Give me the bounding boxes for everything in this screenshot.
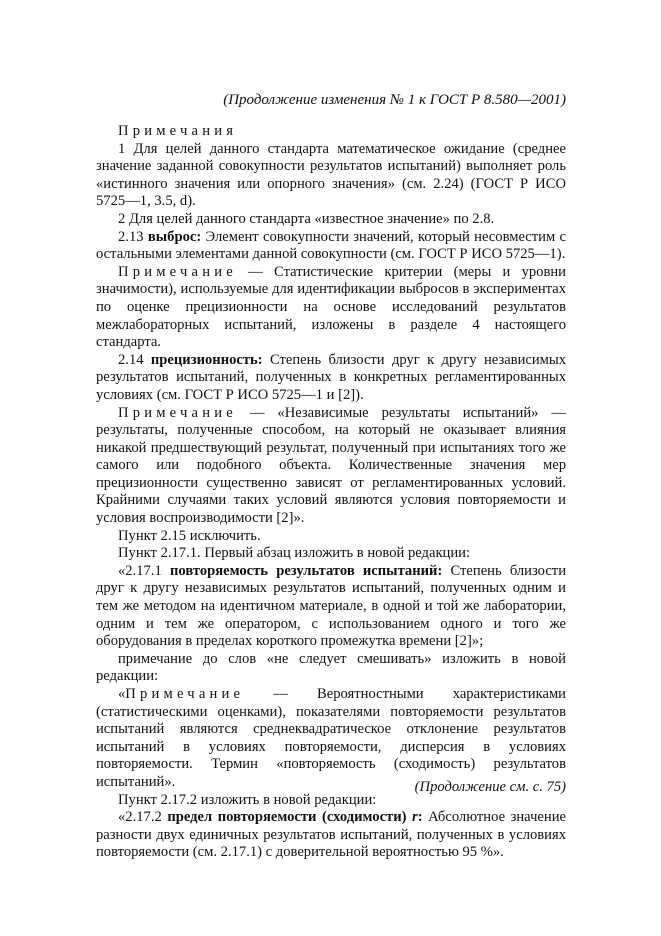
term-text: предел повторяемости (сходимости) bbox=[167, 809, 413, 826]
open-quote: « bbox=[118, 686, 126, 702]
note-label: Примечание bbox=[118, 263, 237, 280]
notes-heading: Примечания bbox=[118, 123, 238, 139]
instruction-2-17-1: Пункт 2.17.1. Первый абзац изложить в новой редакции: bbox=[118, 545, 471, 562]
note-text: — «Независимые результаты испытаний» — результаты, полученные способом, на который не оказывает влияния никакой предшествующий результат, полученный при испытаниях того же самого или подобного объекта. Количественные значения мер прецизионности существенно зависят от регламентированных условий. Крайними случаями таких условий являются условия повторяемости и условия воспроизводимости [2]». bbox=[96, 404, 566, 527]
clause-text: Степень близости друг к другу независимых результатов испытаний, полученных в конкретных регламентированных условиях (см. ГОСТ Р ИСО 5725—1 и [2]). bbox=[96, 351, 567, 403]
clause-2-13-note bbox=[96, 264, 566, 352]
clause-2-14-note bbox=[96, 405, 566, 528]
term-repeatability-limit bbox=[167, 809, 422, 825]
clause-number: 2.13 bbox=[118, 228, 148, 245]
note-instruction: примечание до слов «не следует смешивать» изложить в новой редакции: bbox=[96, 650, 566, 685]
term-symbol: r bbox=[412, 809, 418, 826]
term-repeatability: повторяемость результатов испытаний: bbox=[169, 562, 443, 579]
clause-text: Элемент совокупности значений, который несовместим с остальными элементами данной совокупности (см. ГОСТ Р ИСО 5725—1). bbox=[96, 228, 566, 263]
clause-text: Абсолютное значение разности двух единичных результатов испытаний, полученных в условиях повторяемости (см. 2.17.1) с доверительной вероятностью 95 %». bbox=[96, 809, 566, 861]
replacement-note bbox=[96, 686, 566, 792]
term-colon: : bbox=[417, 809, 423, 826]
note-label: Примечание bbox=[125, 686, 245, 702]
continuation-footer: (Продолжение см. с. 75) bbox=[414, 779, 566, 795]
note-1: 1 Для целей данного стандарта математическое ожидание (среднее значение заданной совокупности результатов испытаний) выполняет роль «истинного значения или опорного значения» (см. 2.24) (ГОСТ Р ИСО 5725—1, 3.5, d). bbox=[96, 140, 566, 210]
note-2: 2 Для целей данного стандарта «известное значение» по 2.8. bbox=[118, 210, 495, 227]
instruction-2-17-2: Пункт 2.17.2 изложить в новой редакции: bbox=[118, 791, 377, 808]
note-label: Примечание bbox=[118, 404, 237, 421]
document-body bbox=[96, 123, 566, 862]
instruction-2-15: Пункт 2.15 исключить. bbox=[118, 527, 261, 544]
term-precision: прецизионность: bbox=[150, 351, 263, 368]
clause-text: Степень близости друг к другу независимых результатов испытаний, полученных одним и тем же методом на идентичном материале, в одной и той же лаборатории, одним и тем же оператором, с использованием одного и того же оборудования в пределах короткого промежутка времени [2]»; bbox=[96, 562, 566, 650]
continuation-header: (Продолжение изменения № 1 к ГОСТ Р 8.580—2001) bbox=[223, 92, 566, 108]
clause-2-14 bbox=[96, 352, 566, 405]
clause-2-17-2 bbox=[96, 809, 566, 862]
note-text: — Вероятностными характеристиками (статистическими оценками), показателями повторяемости результатов испытаний являются среднеквадратическое отклонение результатов испытаний в условиях повторяемости, дисперсия в условиях повторяемости. Термин «повторяемость (сходимость) результатов испытаний». bbox=[96, 686, 566, 790]
clause-number: 2.14 bbox=[118, 351, 151, 368]
clause-2-13 bbox=[96, 229, 566, 264]
term-outlier: выброс: bbox=[147, 228, 202, 245]
clause-2-17-1 bbox=[96, 563, 566, 651]
note-text: — Статистические критерии (меры и уровни значимости), используемые для идентификации выбросов в экспериментах по оценке прецизионности на основе исследований результатов межлабораторных испытаний, изложены в разделе 4 настоящего стандарта. bbox=[96, 263, 566, 351]
clause-number: «2.17.2 bbox=[118, 809, 168, 826]
clause-number: «2.17.1 bbox=[118, 562, 170, 579]
